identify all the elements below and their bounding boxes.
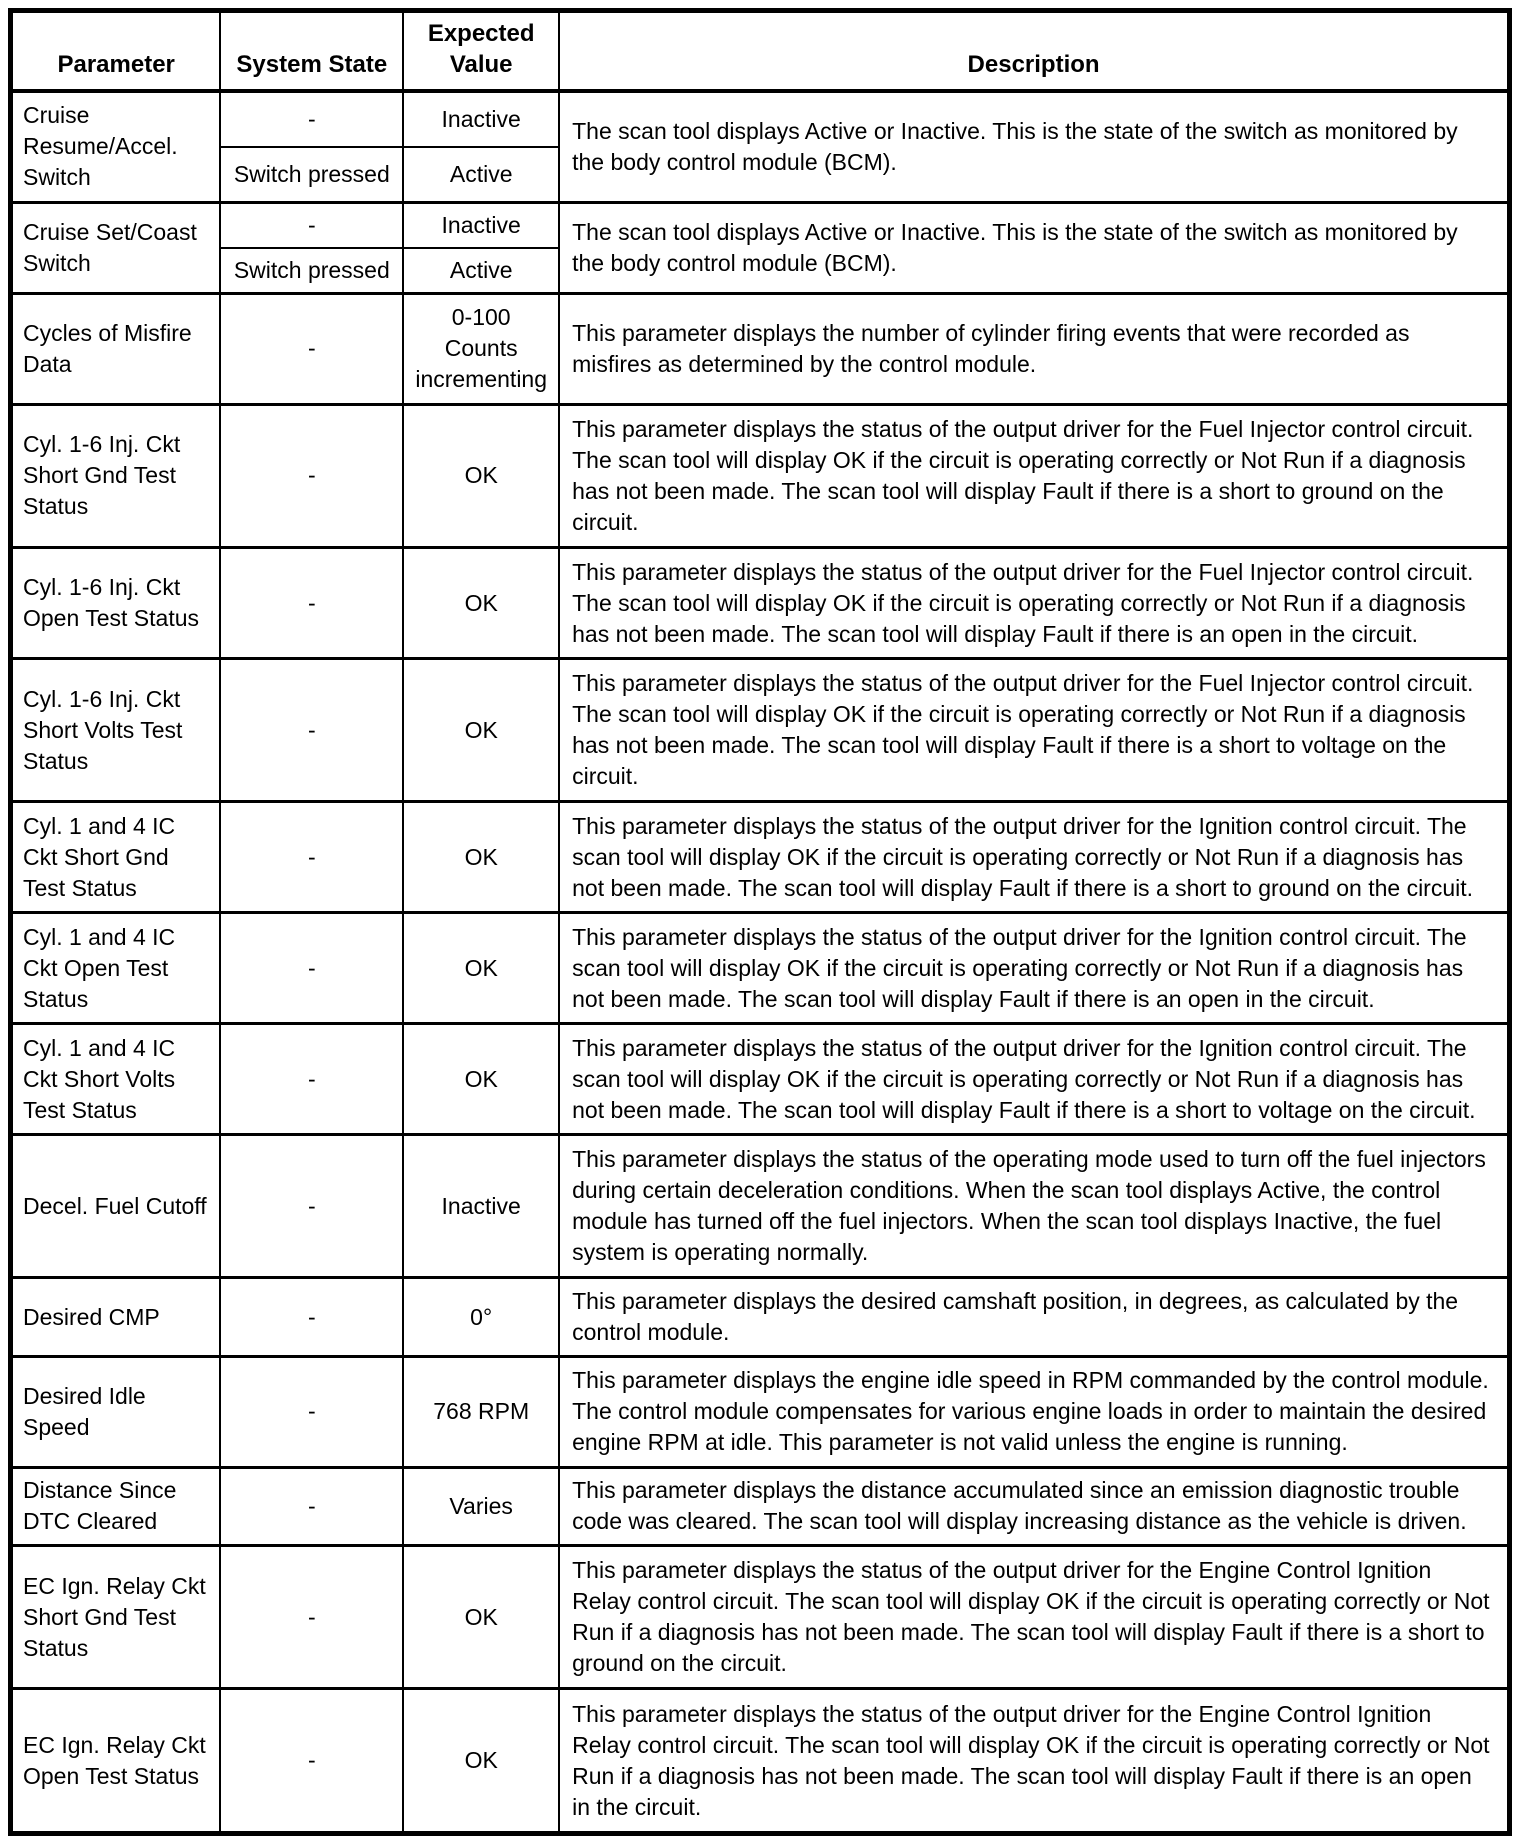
parameter-cell: Cruise Set/Coast Switch [11,202,221,293]
expected-value-cell: OK [403,659,559,802]
expected-value-cell: OK [403,802,559,913]
expected-value-cell: 0-100 Counts incrementing [403,293,559,404]
system-state-cell: - [220,1278,403,1356]
expected-value-cell: OK [403,1546,559,1689]
system-state-cell: - [220,1024,403,1135]
system-state-cell: - [220,802,403,913]
col-header-system-state: System State [220,11,403,92]
table-row [11,1689,1510,1834]
description-cell: The scan tool displays Active or Inactive. This is the state of the switch as monitored by the body control module (BCM). [559,91,1509,202]
system-state-cell: - [220,1356,403,1467]
table-row [11,548,1510,659]
table-row [11,1135,1510,1278]
parameter-cell: Distance Since DTC Cleared [11,1467,221,1545]
col-header-description: Description [559,11,1509,92]
system-state-cell: - [220,1467,403,1545]
expected-value-cell: OK [403,548,559,659]
system-state-cell: - [220,913,403,1024]
description-cell: This parameter displays the status of the output driver for the Ignition control circuit. The scan tool will display OK if the circuit is operating correctly or Not Run if a diagnosis has not been made. The scan tool will display Fault if there is a short to voltage on the circuit. [559,1024,1509,1135]
parameter-cell: Cruise Resume/Accel. Switch [11,91,221,202]
expected-value-cell: OK [403,404,559,547]
col-header-parameter: Parameter [11,11,221,92]
description-cell: This parameter displays the engine idle speed in RPM commanded by the control module. The control module compensates for various engine loads in order to maintain the desired engine RPM at idle. This parameter is not valid unless the engine is running. [559,1356,1509,1467]
description-cell: The scan tool displays Active or Inactive. This is the state of the switch as monitored by the body control module (BCM). [559,202,1509,293]
description-cell: This parameter displays the number of cylinder firing events that were recorded as misfires as determined by the control module. [559,293,1509,404]
parameter-cell: Cyl. 1 and 4 IC Ckt Short Volts Test Status [11,1024,221,1135]
expected-value-cell: Active [403,147,559,202]
parameter-cell: Cyl. 1 and 4 IC Ckt Short Gnd Test Status [11,802,221,913]
expected-value-cell: 768 RPM [403,1356,559,1467]
parameter-cell: Desired CMP [11,1278,221,1356]
parameter-cell: Cycles of Misfire Data [11,293,221,404]
table-row [11,913,1510,1024]
description-cell: This parameter displays the status of the output driver for the Ignition control circuit. The scan tool will display OK if the circuit is operating correctly or Not Run if a diagnosis has not been made. The scan tool will display Fault if there is an open in the circuit. [559,913,1509,1024]
expected-value-cell: 0° [403,1278,559,1356]
system-state-cell: - [220,548,403,659]
expected-value-cell: Inactive [403,91,559,147]
system-state-cell: - [220,1689,403,1834]
parameter-cell: Desired Idle Speed [11,1356,221,1467]
expected-value-cell: Inactive [403,202,559,248]
parameter-cell: Cyl. 1-6 Inj. Ckt Short Volts Test Status [11,659,221,802]
expected-value-cell: OK [403,913,559,1024]
table-row [11,802,1510,913]
col-header-expected-value: Expected Value [403,11,559,92]
expected-value-cell: OK [403,1689,559,1834]
table-row [11,1356,1510,1467]
scan-tool-data-table [8,8,1512,1836]
table-row [11,1546,1510,1689]
description-cell: This parameter displays the distance accumulated since an emission diagnostic trouble code was cleared. The scan tool will display increasing distance as the vehicle is driven. [559,1467,1509,1545]
table-row [11,202,1510,248]
description-cell: This parameter displays the status of the operating mode used to turn off the fuel injectors during certain deceleration conditions. When the scan tool displays Active, the control module has turned off the fuel injectors. When the scan tool displays Inactive, the fuel system is operating normally. [559,1135,1509,1278]
table-row [11,404,1510,547]
description-cell: This parameter displays the status of the output driver for the Fuel Injector control circuit. The scan tool will display OK if the circuit is operating correctly or Not Run if a diagnosis has not been made. The scan tool will display Fault if there is an open in the circuit. [559,548,1509,659]
description-cell: This parameter displays the status of the output driver for the Ignition control circuit. The scan tool will display OK if the circuit is operating correctly or Not Run if a diagnosis has not been made. The scan tool will display Fault if there is a short to ground on the circuit. [559,802,1509,913]
table-row [11,1024,1510,1135]
expected-value-cell: Active [403,248,559,294]
expected-value-cell: OK [403,1024,559,1135]
system-state-cell: - [220,1546,403,1689]
expected-value-cell: Inactive [403,1135,559,1278]
parameter-cell: Cyl. 1 and 4 IC Ckt Open Test Status [11,913,221,1024]
system-state-cell: - [220,404,403,547]
expected-value-cell: Varies [403,1467,559,1545]
system-state-cell: Switch pressed [220,147,403,202]
description-cell: This parameter displays the status of the output driver for the Fuel Injector control circuit. The scan tool will display OK if the circuit is operating correctly or Not Run if a diagnosis has not been made. The scan tool will display Fault if there is a short to ground on the circuit. [559,404,1509,547]
table-row [11,1467,1510,1545]
table-row [11,1278,1510,1356]
system-state-cell: - [220,659,403,802]
description-cell: This parameter displays the status of the output driver for the Engine Control Ignition Relay control circuit. The scan tool will display OK if the circuit is operating correctly or Not Run if a diagnosis has not been made. The scan tool will display Fault if there is an open in the circuit. [559,1689,1509,1834]
table-header-row [11,11,1510,92]
description-cell: This parameter displays the status of the output driver for the Fuel Injector control circuit. The scan tool will display OK if the circuit is operating correctly or Not Run if a diagnosis has not been made. The scan tool will display Fault if there is a short to voltage on the circuit. [559,659,1509,802]
system-state-cell: - [220,202,403,248]
parameter-cell: EC Ign. Relay Ckt Short Gnd Test Status [11,1546,221,1689]
system-state-cell: - [220,91,403,147]
parameter-cell: Cyl. 1-6 Inj. Ckt Short Gnd Test Status [11,404,221,547]
system-state-cell: - [220,1135,403,1278]
table-row [11,659,1510,802]
description-cell: This parameter displays the status of the output driver for the Engine Control Ignition Relay control circuit. The scan tool will display OK if the circuit is operating correctly or Not Run if a diagnosis has not been made. The scan tool will display Fault if there is a short to ground on the circuit. [559,1546,1509,1689]
system-state-cell: - [220,293,403,404]
description-cell: This parameter displays the desired camshaft position, in degrees, as calculated by the control module. [559,1278,1509,1356]
parameter-cell: Decel. Fuel Cutoff [11,1135,221,1278]
table-row [11,293,1510,404]
parameter-cell: Cyl. 1-6 Inj. Ckt Open Test Status [11,548,221,659]
table-row [11,91,1510,147]
system-state-cell: Switch pressed [220,248,403,294]
parameter-cell: EC Ign. Relay Ckt Open Test Status [11,1689,221,1834]
